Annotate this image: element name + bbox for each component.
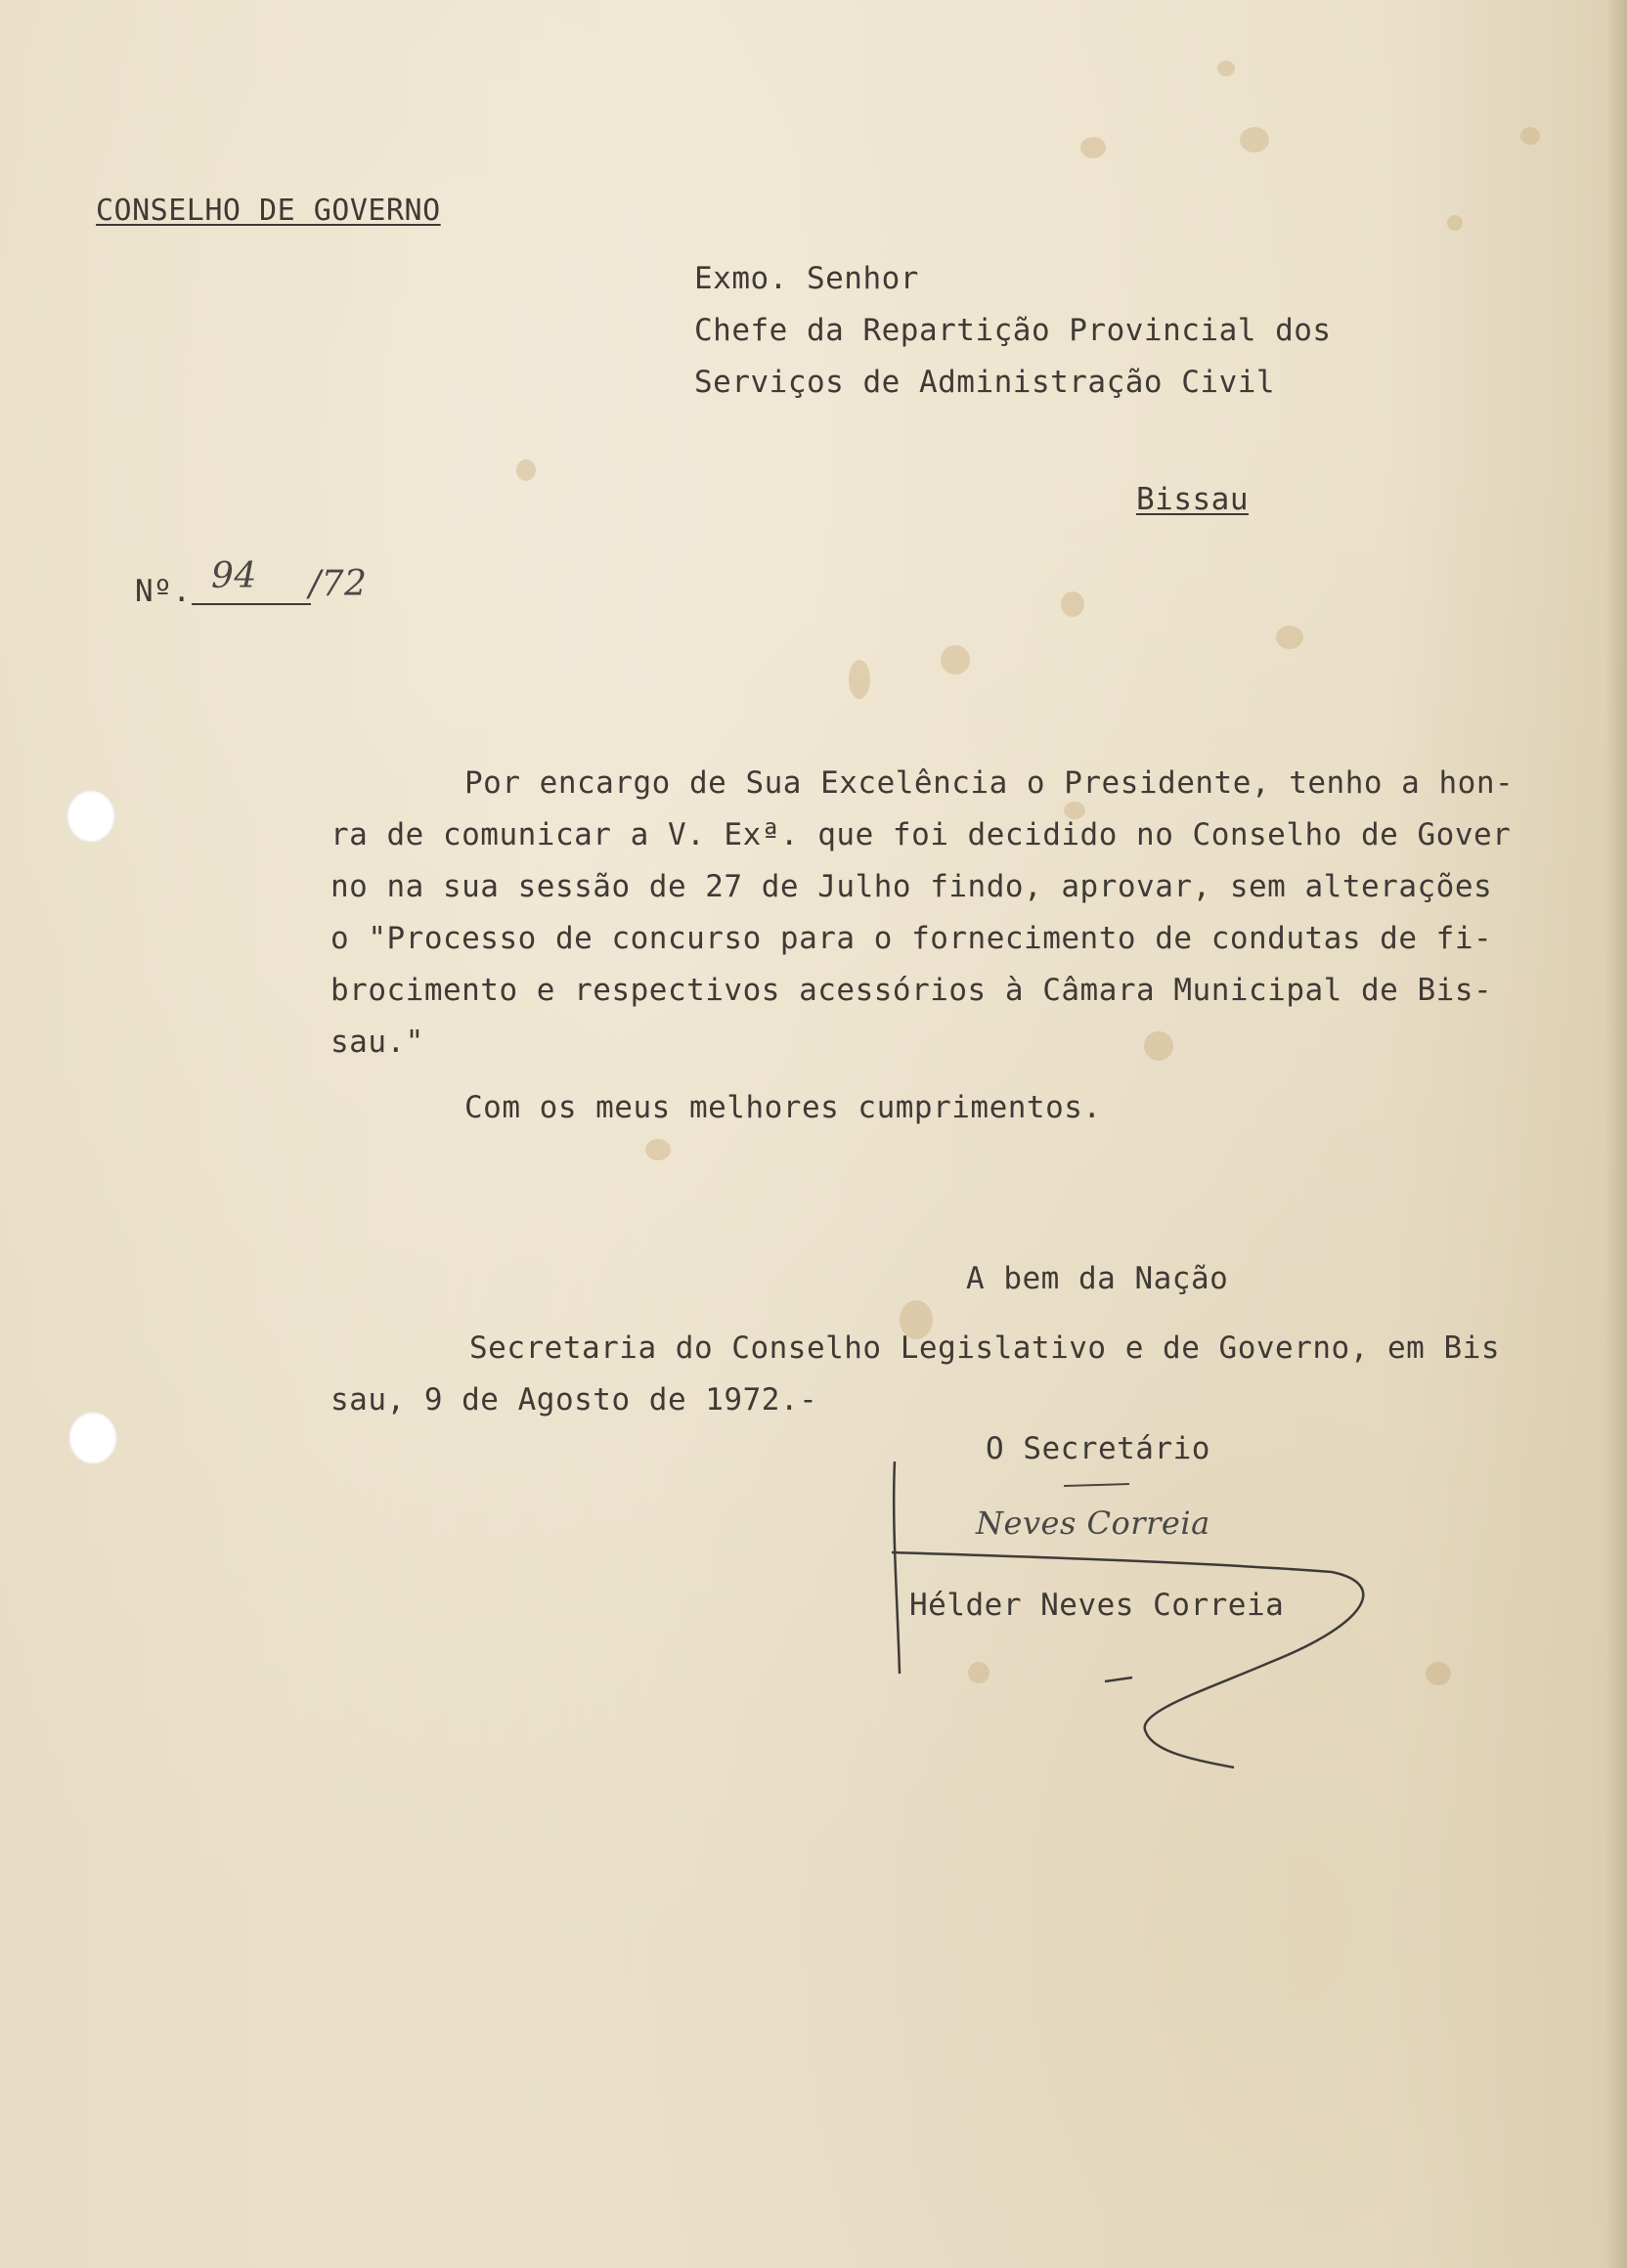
body-line: Por encargo de Sua Excelência o Presidente, tenho a hon- bbox=[464, 765, 1515, 801]
signer-role: O Secretário bbox=[986, 1431, 1210, 1466]
pen-stroke-short bbox=[1064, 1484, 1129, 1486]
pen-stroke-underline bbox=[892, 1552, 1332, 1572]
body-line: brocimento e respectivos acessórios à Câmara Municipal de Bis- bbox=[330, 973, 1493, 1008]
addressee-line-1: Chefe da Repartição Provincial dos bbox=[694, 313, 1332, 348]
body-line: no na sua sessão de 27 de Julho findo, aprovar, sem alterações bbox=[330, 869, 1493, 904]
pen-stroke-left bbox=[894, 1461, 900, 1674]
reference-number: 94 bbox=[211, 556, 257, 596]
place-date-line-1: Secretaria do Conselho Legislativo e de Governo, em Bis bbox=[469, 1330, 1500, 1366]
pen-stroke-dash bbox=[1105, 1678, 1132, 1681]
addressee-city: Bissau bbox=[1136, 482, 1249, 517]
salutation: Exmo. Senhor bbox=[694, 261, 919, 296]
pen-stroke-curve bbox=[1145, 1572, 1364, 1767]
motto: A bem da Nação bbox=[966, 1261, 1229, 1296]
closing-line: Com os meus melhores cumprimentos. bbox=[464, 1090, 1102, 1125]
office-heading: CONSELHO DE GOVERNO bbox=[96, 194, 441, 228]
body-line: ra de comunicar a V. Exª. que foi decidido no Conselho de Gover bbox=[330, 817, 1512, 852]
signer-name: Hélder Neves Correia bbox=[909, 1588, 1285, 1623]
body-line: sau." bbox=[330, 1025, 424, 1060]
place-date-line-2: sau, 9 de Agosto de 1972.- bbox=[330, 1382, 818, 1418]
handwritten-signature: Neves Correia bbox=[976, 1505, 1210, 1542]
reference-suffix: /72 bbox=[309, 564, 368, 604]
reference-label: Nº. bbox=[135, 574, 192, 609]
body-line: o "Processo de concurso para o fornecimento de condutas de fi- bbox=[330, 921, 1493, 956]
addressee-line-2: Serviços de Administração Civil bbox=[694, 365, 1276, 400]
